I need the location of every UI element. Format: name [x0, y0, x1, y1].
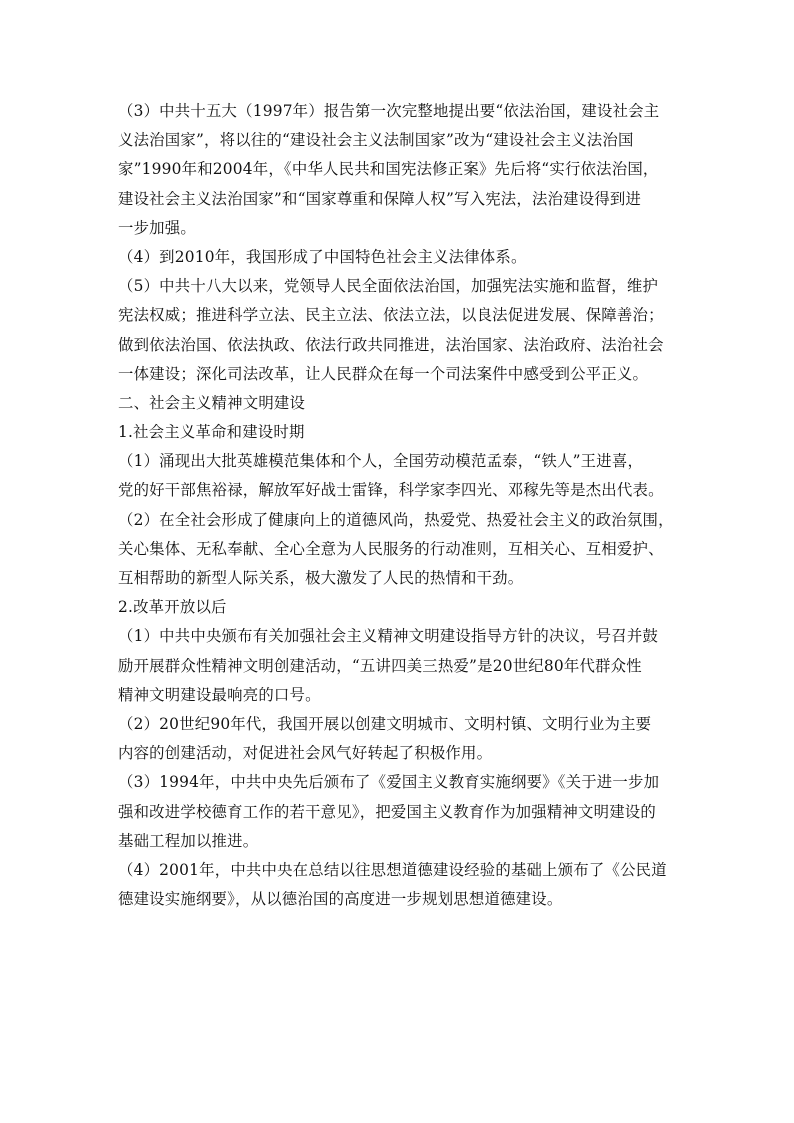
text-line: 关心集体、无私奉献、全心全意为人民服务的行动准则，互相关心、互相爱护、 — [118, 539, 664, 558]
text-line: 互相帮助的新型人际关系，极大激发了人民的热情和干劲。 — [118, 569, 524, 587]
text-line: 励开展群众性精神文明创建活动，“五讲四美三热爱”是20世纪80年代群众性 — [118, 656, 642, 675]
text-line: 一步加强。 — [118, 218, 196, 237]
text-line: 一体建设；深化司法改革，让人民群众在每一个司法案件中感受到公平正义。 — [118, 364, 649, 383]
document-body — [118, 97, 684, 914]
text-line: （4）2001年，中共中央在总结以往思想道德建设经验的基础上颁布了《公民道 — [118, 860, 667, 879]
text-line: （1）中共中央颁布有关加强社会主义精神文明建设指导方针的决议，号召并鼓 — [118, 627, 659, 646]
text-line: 党的好干部焦裕禄，解放军好战士雷锋，科学家李四光、邓稼先等是杰出代表。 — [118, 481, 664, 500]
text-line: 德建设实施纲要》，从以德治国的高度进一步规划思想道德建设。 — [118, 890, 563, 909]
text-line: 义法治国家”，将以往的“建设社会主义法制国家”改为“建设社会主义法治国 — [118, 131, 634, 150]
text-line: （1）涌现出大批英雄模范集体和个人，全国劳动模范孟泰，“铁人”王进喜， — [118, 452, 644, 471]
text-line: 建设社会主义法治国家”和“国家尊重和保障人权”写入宪法，法治建设得到进 — [118, 189, 642, 208]
text-line: 做到依法治国、依法执政、依法行政共同推进，法治国家、法治政府、法治社会 — [118, 335, 664, 354]
subsection-heading: 2.改革开放以后 — [118, 598, 227, 617]
text-line: （4）到2010年，我国形成了中国特色社会主义法律体系。 — [118, 247, 527, 266]
text-line: （3）1994年，中共中央先后颁布了《爱国主义教育实施纲要》《关于进一步加 — [118, 773, 660, 792]
section-heading: 二、社会主义精神文明建设 — [118, 393, 306, 412]
text-line: （5）中共十八大以来，党领导人民全面依法治国，加强宪法实施和监督，维护 — [118, 277, 659, 296]
text-line: 强和改进学校德育工作的若干意见》，把爱国主义教育作为加强精神文明建设的 — [118, 802, 656, 821]
text-line: 宪法权威；推进科学立法、民主立法、依法立法，以良法促进发展、保障善治； — [118, 306, 664, 325]
text-line: 内容的创建活动，对促进社会风气好转起了积极作用。 — [118, 744, 493, 763]
text-line: 精神文明建设最响亮的口号。 — [118, 685, 321, 704]
text-line: 基础工程加以推进。 — [118, 831, 259, 850]
text-line: 家”1990年和2004年，《中华人民共和国宪法修正案》先后将“实行依法治国， — [118, 160, 659, 179]
subsection-heading: 1.社会主义革命和建设时期 — [118, 423, 305, 442]
text-line: （2）20世纪90年代，我国开展以创建文明城市、文明村镇、文明行业为主要 — [118, 714, 652, 733]
text-line: （2）在全社会形成了健康向上的道德风尚，热爱党、热爱社会主义的政治氛围， — [118, 510, 674, 529]
text-line: （3）中共十五大（1997年）报告第一次完整地提出要“依法治国，建设社会主 — [118, 102, 660, 120]
